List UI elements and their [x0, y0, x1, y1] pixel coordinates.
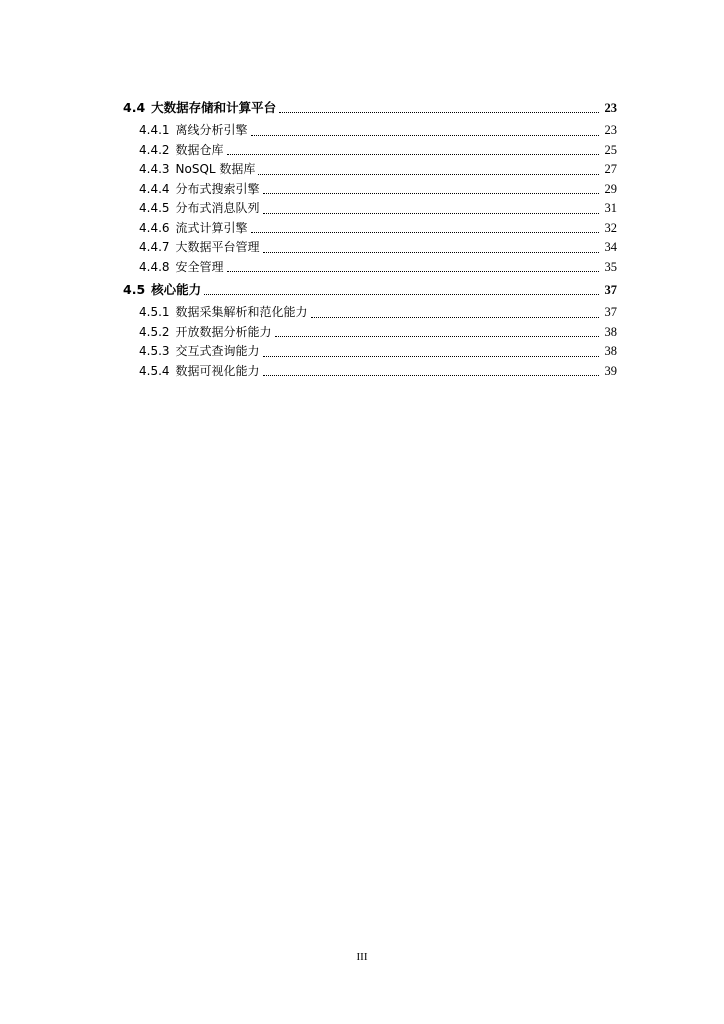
dot-leader — [275, 326, 599, 338]
toc-entry-page: 29 — [604, 181, 617, 196]
toc-entry-title: 分布式搜索引擎 — [175, 181, 260, 196]
toc-entry-title: 大数据平台管理 — [175, 240, 260, 254]
dot-leader — [263, 203, 599, 215]
toc-entry-4-4[interactable] — [123, 97, 617, 118]
toc-entry-number: 4.4.2 — [139, 142, 170, 157]
toc-entry-number: 4.5.2 — [139, 324, 170, 339]
toc-entry-number: 4.4.7 — [139, 240, 170, 254]
dot-leader — [263, 183, 599, 195]
toc-entry-number: 4.5.1 — [139, 305, 170, 319]
toc-entry-page: 23 — [604, 101, 617, 115]
toc-entry-number: 4.5 — [123, 282, 146, 297]
dot-leader — [251, 125, 599, 137]
toc-entry-title: 开放数据分析能力 — [175, 324, 272, 339]
toc-entry-number: 4.4.4 — [139, 181, 170, 196]
toc-entry-page: 37 — [604, 283, 617, 297]
toc-entry-page: 39 — [604, 363, 617, 378]
toc-entry-4-4-3[interactable] — [123, 160, 617, 180]
toc-entry-title: 交互式查询能力 — [175, 344, 260, 358]
toc-entry-page: 37 — [604, 305, 617, 319]
toc-entry-number: 4.5.4 — [139, 363, 170, 378]
dot-leader — [279, 101, 599, 114]
toc-entry-4-4-6[interactable] — [123, 219, 617, 239]
toc-entry-4-5-2[interactable] — [123, 323, 617, 343]
toc-entry-4-4-2[interactable] — [123, 141, 617, 161]
toc-entry-4-5-3[interactable] — [123, 342, 617, 362]
toc-entry-title: NoSQL 数据库 — [175, 162, 256, 176]
toc-entry-number: 4.4.3 — [139, 162, 170, 176]
toc-entry-page: 38 — [604, 344, 617, 358]
toc-entry-4-5-4[interactable] — [123, 362, 617, 382]
dot-leader — [263, 365, 599, 377]
toc-entry-page: 38 — [604, 324, 617, 339]
toc-entry-number: 4.5.3 — [139, 344, 170, 358]
dot-leader — [227, 144, 599, 156]
toc-entry-title: 数据可视化能力 — [175, 363, 260, 378]
toc-entry-4-5[interactable] — [123, 279, 617, 300]
dot-leader — [263, 242, 599, 254]
toc-entry-number: 4.4 — [123, 100, 146, 115]
toc-entry-4-5-1[interactable] — [123, 303, 617, 323]
toc-entry-title: 分布式消息队列 — [175, 201, 260, 215]
toc-entry-number: 4.4.6 — [139, 220, 170, 235]
toc-entry-page: 34 — [604, 240, 617, 254]
toc-entry-number: 4.4.1 — [139, 123, 170, 137]
toc-entry-number: 4.4.5 — [139, 201, 170, 215]
toc-entry-page: 27 — [604, 162, 617, 176]
dot-leader — [204, 283, 599, 296]
toc-entry-title: 数据仓库 — [175, 142, 224, 157]
toc-entry-title: 离线分析引擎 — [175, 123, 248, 137]
dot-leader — [311, 307, 599, 319]
toc-entry-4-4-5[interactable] — [123, 199, 617, 219]
dot-leader — [263, 346, 599, 358]
dot-leader — [227, 261, 599, 273]
toc-entry-4-4-7[interactable] — [123, 238, 617, 258]
toc-entry-page: 35 — [604, 259, 617, 274]
toc-entry-title: 核心能力 — [151, 282, 202, 297]
toc-entry-title: 数据采集解析和范化能力 — [175, 305, 308, 319]
toc-entry-page: 32 — [604, 220, 617, 235]
toc-entry-page: 23 — [604, 123, 617, 137]
toc-entry-number: 4.4.8 — [139, 259, 170, 274]
table-of-contents — [123, 97, 617, 381]
dot-leader — [251, 222, 599, 234]
toc-entry-page: 25 — [604, 142, 617, 157]
page-number-footer: III — [356, 951, 368, 963]
toc-entry-4-4-1[interactable] — [123, 121, 617, 141]
toc-entry-4-4-4[interactable] — [123, 180, 617, 200]
dot-leader — [258, 164, 599, 176]
toc-entry-4-4-8[interactable] — [123, 258, 617, 278]
toc-entry-title: 流式计算引擎 — [175, 220, 248, 235]
toc-entry-page: 31 — [604, 201, 617, 215]
toc-entry-title: 安全管理 — [175, 259, 224, 274]
toc-entry-title: 大数据存储和计算平台 — [151, 100, 277, 115]
